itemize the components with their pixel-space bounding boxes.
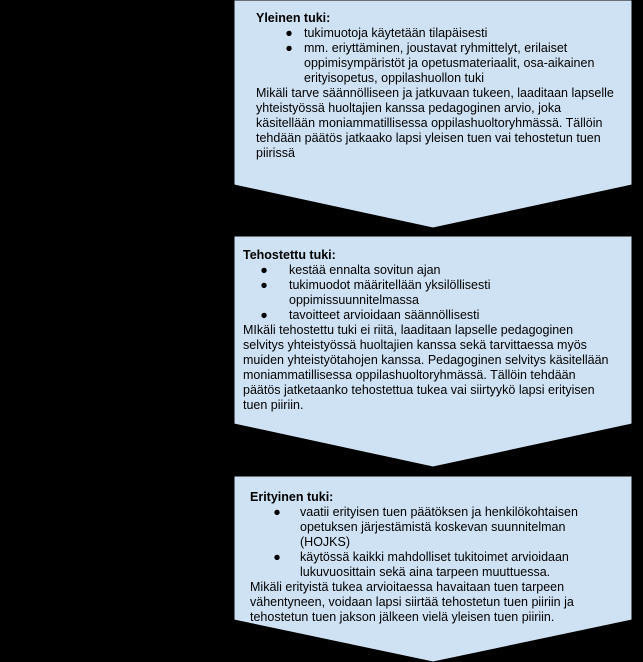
bullet-icon: ● [260, 278, 268, 292]
box-title: Yleinen tuki: [256, 11, 331, 25]
bullet-text: kestää ennalta sovitun ajan [289, 263, 441, 277]
list-item [256, 41, 621, 86]
erityinen-tuki-box [250, 490, 615, 625]
box-text: Mikäli tarve säännölliseen ja jatkuvaan tukeen, laaditaan lapselle yhteistyössä huoltajien kanssa pedagoginen arvio, joka käsitellään moniammatillisessa oppilashuoltoryhmässä. Tällöin tehdään päätös jatkaako lapsi yleisen tuen vai tehostetun tuen piirissä [256, 86, 614, 160]
bullet-list [243, 263, 613, 323]
box-text: Mikäli erityistä tukea arvioitaessa havaitaan tuen tarpeen vähentyneen, voidaan lapsi siirtää tehostetun tuen piiriin ja tehostetun tuen jakson jälkeen vielä yleisen tuen piiriin. [250, 580, 574, 624]
list-item [250, 505, 615, 550]
list-item [256, 26, 621, 41]
bullet-icon: ● [285, 26, 293, 40]
tehostettu-tuki-box [243, 248, 613, 413]
bullet-text: tukimuodot määritellään yksilöllisesti oppimissuunnitelmassa [289, 278, 491, 307]
list-item [243, 278, 613, 308]
box-text: MIkäli tehostettu tuki ei riitä, laaditaan lapselle pedagoginen selvitys yhteistyössä huoltajien kanssa sekä tarvittaessa myös muiden yhteistyötahojen kanssa. Pedagoginen selvitys käsitellään moniammatillisessa oppilashuoltoryhmässä. Tällöin tehdään päätös jatketaanko tehostettua tukea vai siirtyykö lapsi erityisen tuen piiriin. [243, 323, 609, 412]
bullet-text: tukimuotoja käytetään tilapäisesti [304, 26, 488, 40]
bullet-list [250, 505, 615, 580]
bullet-text: mm. eriyttäminen, joustavat ryhmittelyt, erilaiset oppimisympäristöt ja opetusmateriaalit, osa-aikainen erityisopetus, oppilashuollon tuki [304, 41, 595, 85]
bullet-text: tavoitteet arvioidaan säännöllisesti [289, 308, 480, 322]
bullet-icon: ● [260, 263, 268, 277]
box-title: Tehostettu tuki: [243, 248, 336, 262]
bullet-icon: ● [273, 550, 281, 564]
yleinen-tuki-box [256, 11, 621, 161]
bullet-icon: ● [285, 41, 293, 55]
bullet-text: käytössä kaikki mahdolliset tukitoimet arvioidaan lukuvuosittain sekä aina tarpeen muuttuessa. [300, 550, 569, 579]
bullet-list [256, 26, 621, 86]
list-item [243, 308, 613, 323]
bullet-icon: ● [273, 505, 281, 519]
box-title: Erityinen tuki: [250, 490, 334, 504]
bullet-text: vaatii erityisen tuen päätöksen ja henkilökohtaisen opetuksen järjestämistä koskevan suunnitelman (HOJKS) [300, 505, 578, 549]
list-item [243, 263, 613, 278]
list-item [250, 550, 615, 580]
bullet-icon: ● [260, 308, 268, 322]
